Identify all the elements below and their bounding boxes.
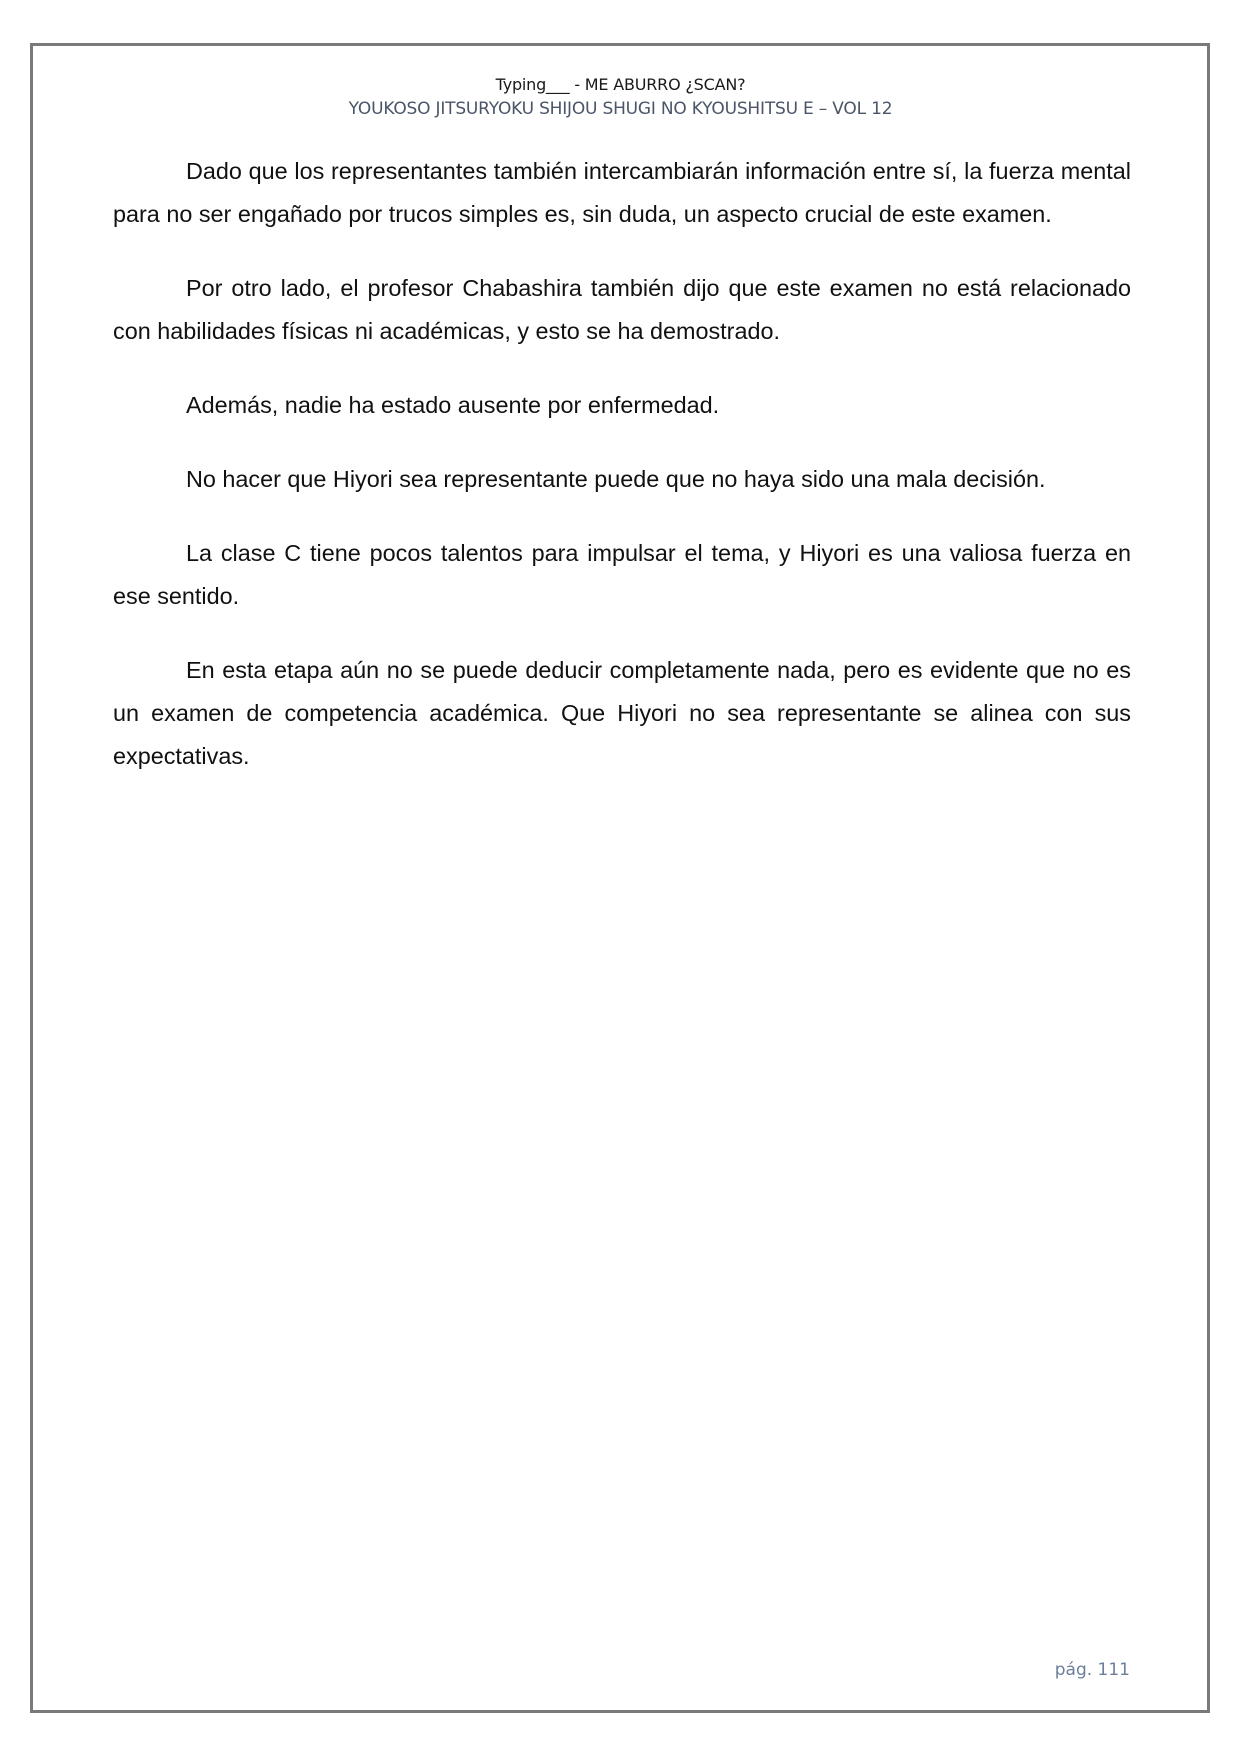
paragraph: Por otro lado, el profesor Chabashira también dijo que este examen no está relacionado con habilidades físicas ni académicas, y esto se ha demostrado. [113,275,1131,344]
document-body [113,150,1131,809]
header-title: YOUKOSO JITSURYOKU SHIJOU SHUGI NO KYOUSHITSU E – VOL 12 [348,99,893,119]
page-number: pág. 111 [1054,1660,1130,1680]
paragraph: En esta etapa aún no se puede deducir completamente nada, pero es evidente que no es un examen de competencia académica. Que Hiyori no sea representante se alinea con sus expectativas. [113,657,1131,769]
paragraph: Dado que los representantes también intercambiarán información entre sí, la fuerza mental para no ser engañado por trucos simples es, sin duda, un aspecto crucial de este examen. [113,158,1131,227]
paragraph: No hacer que Hiyori sea representante puede que no haya sido una mala decisión. [186,466,1046,492]
paragraph: Además, nadie ha estado ausente por enfermedad. [186,392,720,418]
paragraph: La clase C tiene pocos talentos para impulsar el tema, y Hiyori es una valiosa fuerza en ese sentido. [113,540,1131,609]
header-credit: Typing___ - ME ABURRO ¿SCAN? [495,75,746,94]
page-header [0,74,1241,122]
